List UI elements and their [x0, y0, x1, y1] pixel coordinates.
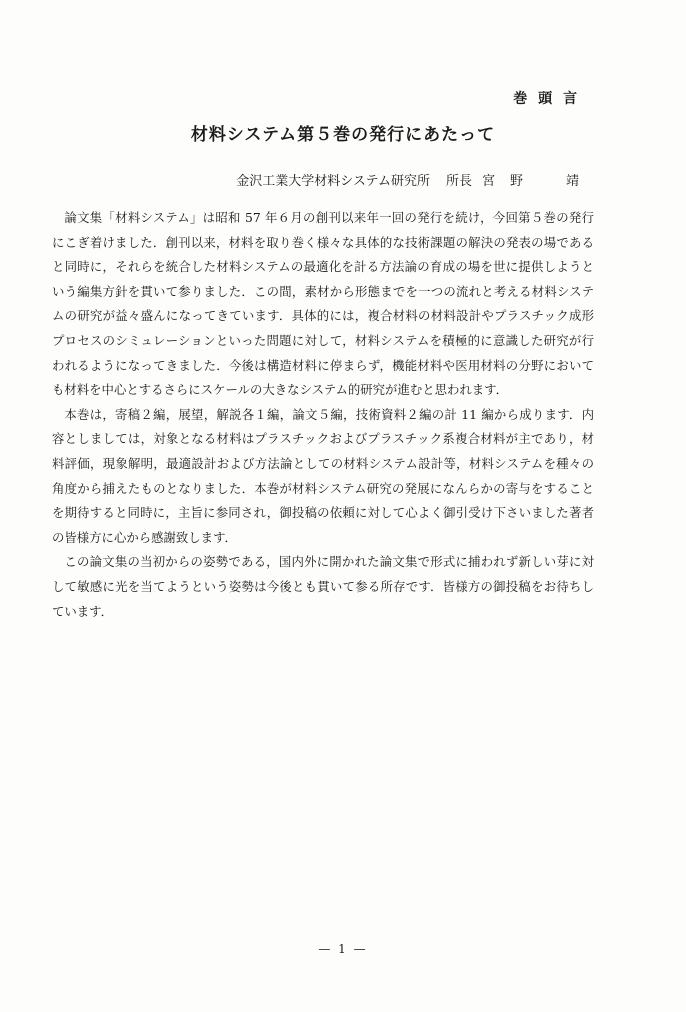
author-position: 所長	[445, 174, 472, 189]
section-label: 巻 頭 言	[513, 91, 580, 107]
paragraph: 論文集「材料システム」は昭和 57 年６月の創刊以来年一回の発行を続け，今回第５巻の発行にこぎ着けました．創刊以来，材料を取り巻く様々な具体的な技術課題の解決の発表の場であると同時に，それらを統合した材料システムの最適化を計る方法論の育成の場を世に提供しようという編集方針を貫いて参りました．この間，素材から形態までを一つの流れと考える材料システムの研究が益々盛んになってきています．具体的には，複合材料の材料設計やプラスチック成形プロセスのシミュレーションといった問題に対して，材料システムを積極的に意識した研究が行われるようになってきました．今後は構造材料に停まらず，機能材料や医用材料の分野においても材料を中心とするさらにスケールの大きなシステム的研究が進むと思われます．	[52, 210, 594, 398]
author-institution: 金沢工業大学材料システム研究所	[236, 174, 430, 189]
author-name: 宮 野 靖	[481, 174, 580, 189]
author-line	[200, 170, 580, 189]
paragraph: 本巻は，寄稿２編，展望，解説各１編，論文５編，技術資料２編の計 11 編から成ります．内容としましては，対象となる材料はプラスチックおよびプラスチック系複合材料が主であり，材料評価，現象解明，最適設計および方法論としての材料システム設計等，材料システムを種々の角度から捕えたものとなりました．本巻が材料システム研究の発展になんらかの寄与をすることを期待すると同時に，主旨に参同され，御投稿の依頼に対して心よく御引受け下さいました著者の皆様方に心から感謝致します．	[52, 406, 594, 545]
body-text	[52, 206, 594, 624]
paragraph: この論文集の当初からの姿勢である，国内外に開かれた論文集で形式に捕われず新しい芽に対して敏感に光を当てようという姿勢は今後とも貫いて参る所存です．皆様方の御投稿をお待ちしています．	[52, 554, 594, 619]
page-title: 材料システム第５巻の発行にあたって	[190, 125, 496, 145]
page-number: — 1 —	[318, 942, 368, 956]
